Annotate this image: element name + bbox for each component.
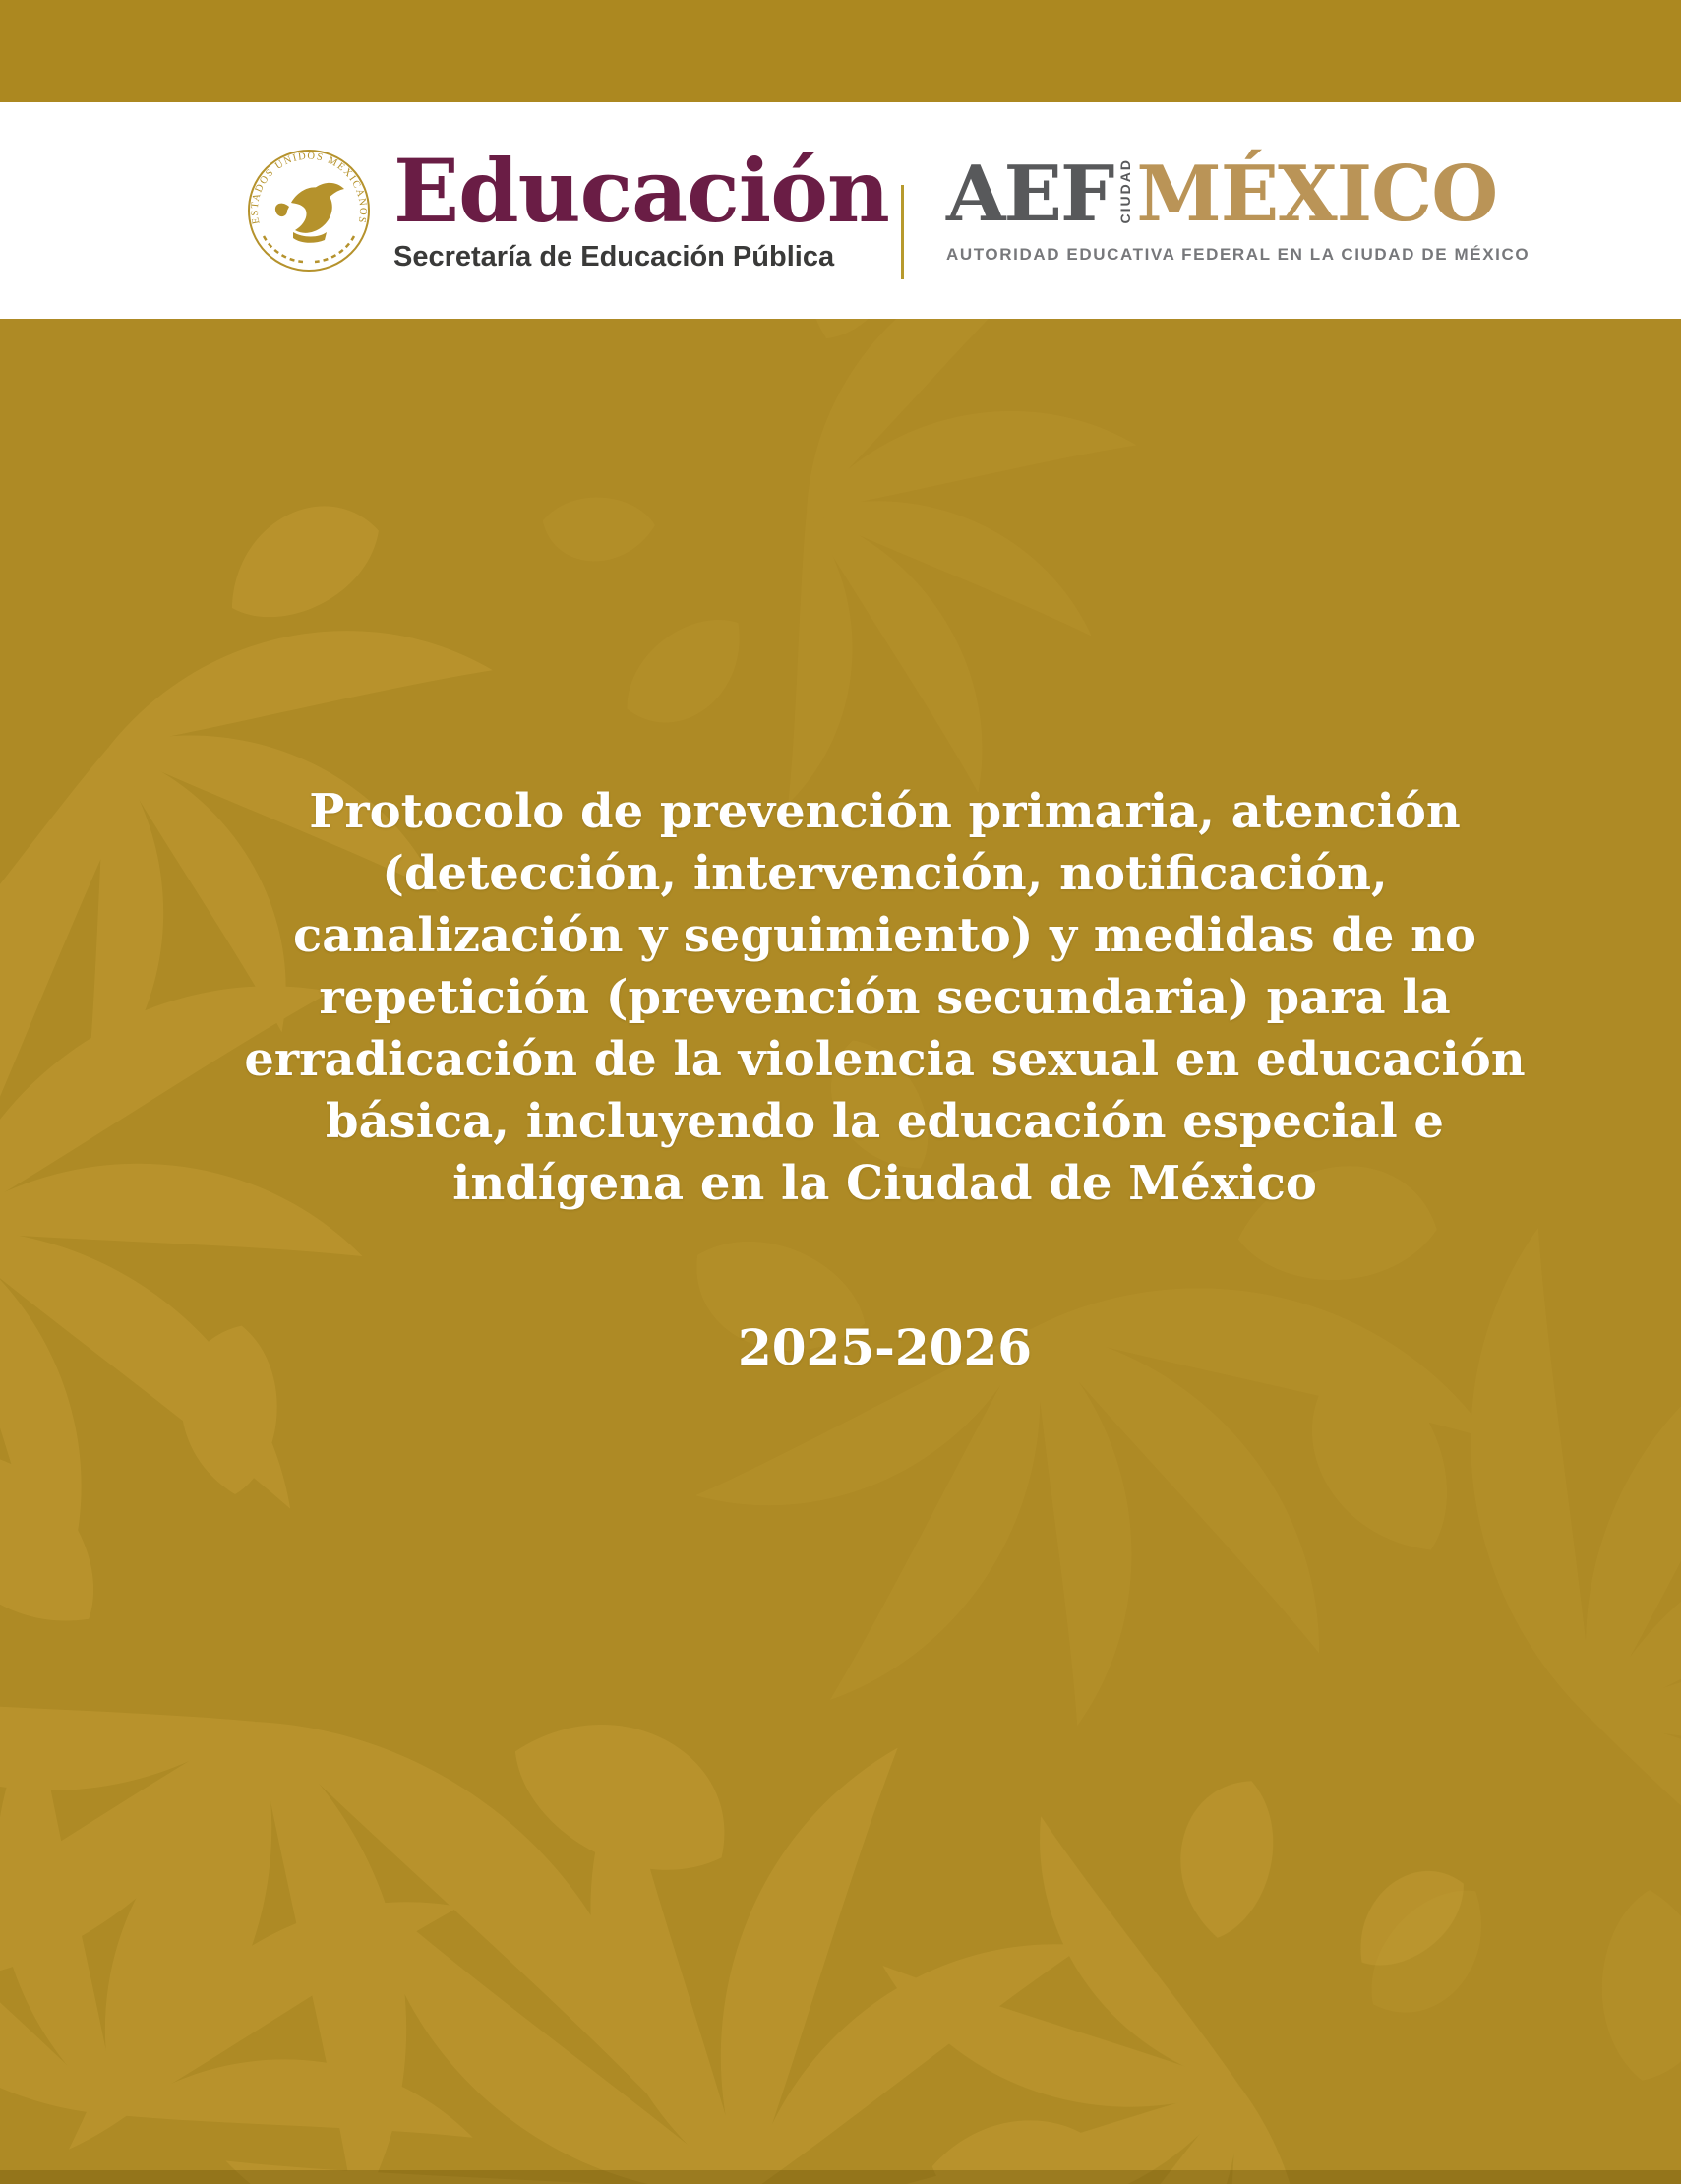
aef-ciudad-vertical-label: CIUDAD: [1117, 157, 1134, 223]
logo-divider: [901, 185, 904, 279]
eagle-icon: [275, 183, 344, 243]
aef-wordmark-row: [946, 150, 1530, 239]
bottom-gold-bar: [0, 2170, 1681, 2184]
sep-logo: [246, 102, 889, 319]
aef-mexico-wordmark: MÉXICO: [1136, 150, 1498, 239]
aef-caption: AUTORIDAD EDUCATIVA FEDERAL EN LA CIUDAD DE MÉXICO: [946, 245, 1531, 264]
aef-acronym: AEF: [946, 150, 1113, 239]
title-line: canalización y seguimiento) y medidas de no: [292, 908, 1477, 963]
sep-wordmark: Educación: [393, 140, 889, 243]
institutional-header: [0, 102, 1681, 319]
mexican-coat-of-arms-icon: [246, 148, 372, 273]
document-title: [89, 781, 1681, 1215]
top-gold-bar: [0, 0, 1681, 107]
sep-logo-text: [393, 140, 889, 273]
title-line: indígena en la Ciudad de México: [452, 1156, 1317, 1211]
title-line: Protocolo de prevención primaria, atención: [309, 784, 1461, 839]
title-line: (detección, intervención, notificación,: [382, 846, 1388, 901]
title-line: repetición (prevención secundaria) para la: [319, 970, 1451, 1025]
school-cycle: 2025-2026: [737, 1318, 1033, 1376]
title-line: erradicación de la violencia sexual en educación: [244, 1032, 1526, 1087]
sep-tagline: Secretaría de Educación Pública: [393, 241, 835, 273]
svg-text:ESTADOS UNIDOS MEXICANOS: ESTADOS UNIDOS MEXICANOS: [249, 151, 369, 225]
title-line: básica, incluyendo la educación especial e: [326, 1094, 1444, 1149]
aef-logo: [946, 102, 1530, 319]
